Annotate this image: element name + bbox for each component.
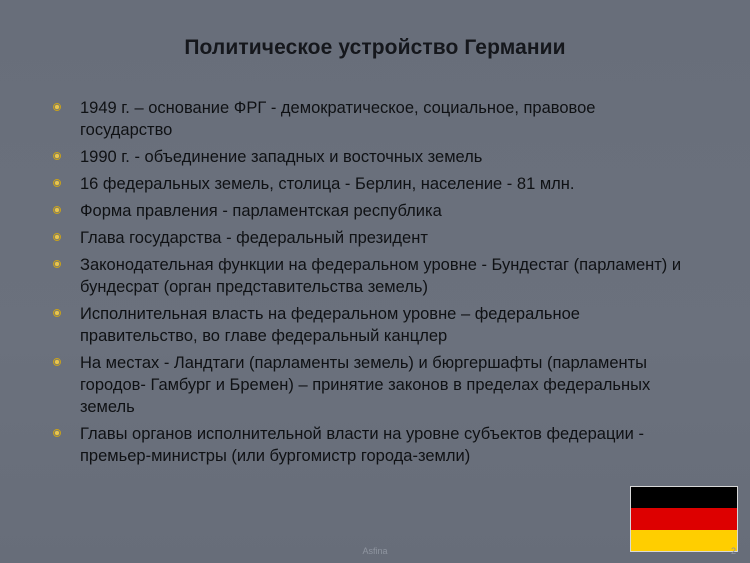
list-item <box>52 200 682 222</box>
slide-title: Политическое устройство Германии <box>184 36 566 59</box>
bullet-icon <box>53 233 61 241</box>
germany-flag-icon <box>630 486 738 552</box>
bullet-icon <box>53 179 61 187</box>
list-item-text: Глава государства - федеральный президент <box>80 229 428 247</box>
bullet-icon <box>53 206 61 214</box>
bullet-icon <box>53 358 61 366</box>
list-item-text: Исполнительная власть на федеральном уровне – федеральное правительство, во главе федеральный канцлер <box>80 305 580 345</box>
bullet-icon <box>53 429 61 437</box>
list-item-text: 1990 г. - объединение западных и восточных земель <box>80 148 483 166</box>
bullet-icon <box>53 309 61 317</box>
page-number: 2 <box>730 546 736 556</box>
flag-stripe-red <box>631 508 737 529</box>
bullet-icon <box>53 103 61 111</box>
bullet-icon <box>53 152 61 160</box>
list-item-text: 16 федеральных земель, столица - Берлин, население - 81 млн. <box>80 175 575 193</box>
list-item <box>52 352 682 418</box>
list-item <box>52 423 682 467</box>
list-item <box>52 254 682 298</box>
list-item <box>52 173 682 195</box>
list-item-text: Форма правления - парламентская республика <box>80 202 442 220</box>
list-item-text: На местах - Ландтаги (парламенты земель) и бюргершафты (парламенты городов- Гамбург и Бремен) – принятие законов в пределах федеральных земель <box>80 354 651 416</box>
bullet-list <box>52 97 682 472</box>
list-item <box>52 227 682 249</box>
list-item-text: Главы органов исполнительной власти на уровне субъектов федерации - премьер-министры (или бургомистр города-земли) <box>80 425 644 465</box>
list-item-text: Законодательная функции на федеральном уровне - Бундестаг (парламент) и бундесрат (орган представительства земель) <box>80 256 682 296</box>
list-item-text: 1949 г. – основание ФРГ - демократическое, социальное, правовое государство <box>80 99 596 139</box>
bullet-icon <box>53 260 61 268</box>
footer-text: Asfina <box>362 546 388 556</box>
flag-stripe-black <box>631 487 737 508</box>
list-item <box>52 146 682 168</box>
list-item <box>52 303 682 347</box>
list-item <box>52 97 682 141</box>
